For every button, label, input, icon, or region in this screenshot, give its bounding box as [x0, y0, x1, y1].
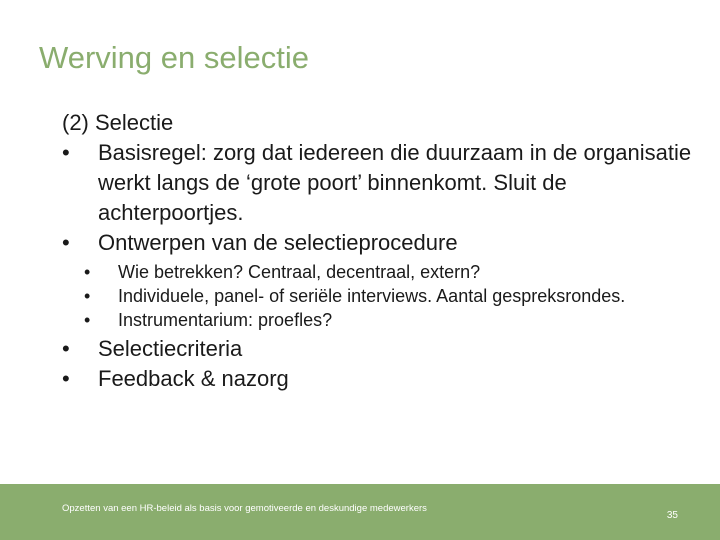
sub-bullet-item: [62, 284, 702, 308]
sub-bullet-item: [62, 260, 702, 284]
bullet-item: [62, 364, 702, 394]
bullet-item: [62, 228, 702, 258]
sub-bullet-list: [62, 260, 702, 332]
sub-bullet-text: Wie betrekken? Centraal, decentraal, extern?: [118, 262, 481, 282]
slide-title: Werving en selectie: [39, 40, 309, 75]
bullet-icon: •: [62, 140, 70, 165]
sub-bullet-item: [62, 308, 702, 332]
bullet-item: [62, 138, 702, 228]
footer-text: Opzetten van een HR-beleid als basis voor gemotiveerde en deskundige medewerkers: [62, 503, 427, 514]
section-heading: (2) Selectie: [62, 110, 174, 135]
bullet-icon: •: [84, 286, 91, 306]
slide-content: [62, 108, 702, 394]
bullet-item: [62, 334, 702, 364]
bullet-icon: •: [62, 366, 70, 391]
bullet-icon: •: [62, 230, 70, 255]
footer-bar: [0, 484, 720, 540]
bullet-text: Basisregel: zorg dat iedereen die duurzaam in de organisatie werkt langs de ‘grote poort’ binnenkomt. Sluit de achterpoortjes.: [98, 140, 692, 225]
bullet-text: Selectiecriteria: [98, 336, 243, 361]
bullet-icon: •: [84, 262, 91, 282]
page-number: 35: [666, 510, 678, 521]
bullet-icon: •: [62, 336, 70, 361]
bullet-text: Feedback & nazorg: [98, 366, 289, 391]
bullet-icon: •: [84, 310, 91, 330]
bullet-text: Ontwerpen van de selectieprocedure: [98, 230, 458, 255]
sub-bullet-text: Instrumentarium: proefles?: [118, 310, 333, 330]
sub-bullet-text: Individuele, panel- of seriële interviews. Aantal gespreksrondes.: [118, 286, 626, 306]
